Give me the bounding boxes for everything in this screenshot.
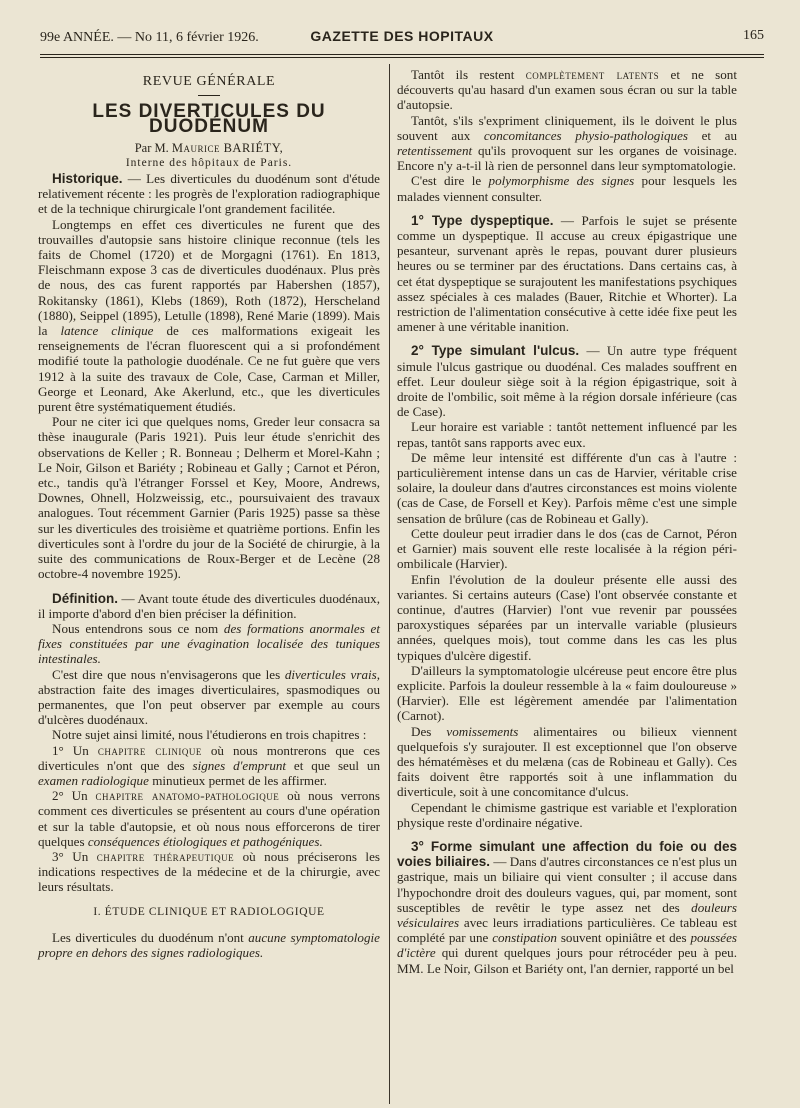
paragraph-tantot-2: Tantôt, s'ils s'expriment cliniquement, ils le doivent le plus souvent aux concomitances physio-pathologiques et au retentissement qu'ils provoquent sur les organes de voisinage. Encore n'y a-t-il là rien de personnel dans leur symptomatologie. — [397, 112, 738, 174]
paragraph-cependant: Cependant le chimisme gastrique est variable et l'exploration physique reste d'ordinaire négative. — [397, 799, 737, 830]
chapter-3: 3° Un chapitre thérapeutique où nous préciserons les indications respectives de la médecine et de la chirurgie, avec leurs résultats. — [38, 848, 380, 895]
author-line: Par M. Maurice BARIÉTY, — [134, 140, 284, 155]
paragraph-cest-dire: C'est dire le polymorphisme des signes pour lesquels les malades viennent consulter. — [397, 173, 737, 204]
paragraph-cest: C'est dire que nous n'envisagerons que les diverticules vrais, abstraction faite des images diverticulaires, spasmodiques ou permanentes, que l'on peut observer par exemple au cours d'ulcères duodénaux. — [38, 666, 380, 728]
paragraph-nous: Nous entendrons sous ce nom des formations anormales et fixes constituées par une évagination localisée des tuniques intestinales. — [38, 620, 380, 667]
right-column — [397, 67, 737, 976]
chapter-1: 1° Un chapitre clinique où nous montrerons que ces diverticules n'ont que des signes d'emprunt et que seul un examen radiologique minutieux permet de les affirmer. — [38, 742, 380, 788]
historique-heading: Historique. — [52, 171, 123, 187]
rubric-rule — [198, 95, 220, 96]
historique-paragraph: Historique. — Les diverticules du duodénum sont d'étude relativement récente : les progrès de l'exploration radiographique et de la technique chirurgicale l'ont grandement facilitée. — [38, 171, 380, 217]
paragraph-longtemps: Longtemps en effet ces diverticules ne furent que des trouvailles d'autopsie sans histoire clinique reconnue (tels les faits de Chomel (1720) et de Morgagni (1761). En 1813, Fleischmann expose 3 cas de diverticules duodénaux. Plus près de nous, des cas furent rapportés par Habershen (1857), Rokitansky (1861), Klebs (1869), Roth (1872), Herscheland (1880), Seippel (1895), Letulle (1898), René Marie (1899). Mais la latence clinique de ces malformations exigeait les renseignements de l'écran fluorescent qui a si profondément modifié toute la pathologie duodénale. Ce ne fut guère que vers 1912 à la suite des travaux de Cole, Case, Carman et Miller, George et Leonard, Ake Akerlund, etc., que les diverticules purent être systématiquement étudiés. — [38, 216, 380, 415]
issue-info: 99e ANNÉE. — No 11, 6 février 1926. — [40, 30, 259, 45]
author-name: Maurice BARIÉTY, — [171, 140, 284, 155]
definition-paragraph: Définition. — Avant toute étude des diverticules duodénaux, il importe d'abord d'en bien préciser la définition. — [38, 590, 380, 621]
type-dyspeptique: 1° Type dyspeptique. — Parfois le sujet se présente comme un dyspeptique. Il accuse au creux épigastrique une pesanteur, survenant après le repas, pouvant durer plusieurs heures ou se terminer par des éructations. Dans certains cas, à cet état dyspeptique se surajoutent les manifestations psychiques assez spéciales à ces malades (Bauer, Ritchie et Whorter). La restriction de l'alimentation consécutive à cette idée fixe peut les amener à une véritable inanition. — [397, 212, 737, 335]
type-2-heading: 2° Type simulant l'ulcus. — [411, 343, 580, 359]
page-number: 165 — [743, 28, 764, 43]
left-column — [38, 70, 380, 960]
author-role: Interne des hôpitaux de Paris. — [125, 156, 293, 169]
paragraph-pour: Pour ne citer ici que quelques noms, Greder leur consacra sa thèse inaugurale (Paris 1921). Puis leur étude s'enrichit des observations de Keller ; R. Bonneau ; Delherm et Morel-Kahn ; Le Noir, Gilson et Bariéty ; Robineau et Gally ; Carnot et Péron, etc., tandis qu'à l'étranger Forssel et Key, Moore, Andrews, Downes, Ohnell, Holzweissig, etc., poursuivaient des travaux analogues. Tout récemment Garnier (Paris 1925) passe sa thèse sur les diverticules des troisième et quatrième portions. Enfin les diverticules sont à l'ordre du jour de la Société de chirurgie, à la suite des communications de Roux-Berger et de Lecène (28 octobre-4 novembre 1925). — [38, 414, 380, 582]
type-foie: 3° Forme simulant une affection du foie ou des voies biliaires. — Dans d'autres circonstances ce n'est plus un gastrique, mais un biliaire qui vient consulter ; il accuse dans l'hypochondre droit des douleurs vagues, qui, par moment, sont susceptibles de revêtir le type assez net des douleurs vésiculaires avec leurs irradiations particulières. Ce tableau est complété par une constipation souvent opiniâtre et des poussées d'ictère qui durent quelques jours pour rétrocéder peu à peu. MM. Le Noir, Gilson et Bariéty ont, l'an dernier, rapporté un bel — [397, 838, 737, 976]
column-divider — [389, 64, 390, 1104]
article-title: LES DIVERTICULES DU DUODÉNUM — [92, 101, 326, 138]
paragraph-des: Des vomissements alimentaires ou bilieux viennent quelquefois s'y surajouter. Il est exceptionnel que l'on observe des hématémèses et du melæna (cas de Robineau et Gally). Ces faits doivent être rapportés soit à une inflammation du diverticule, soit à une concomitance d'ulcus. — [397, 723, 737, 800]
header-rule-double — [40, 57, 764, 58]
type-1-heading: 1° Type dyspeptique. — [411, 212, 554, 228]
section-heading-i: I. ÉTUDE CLINIQUE ET RADIOLOGIQUE — [93, 905, 325, 918]
paragraph-notre: Notre sujet ainsi limité, nous l'étudierons en trois chapitres : — [52, 727, 367, 743]
paragraph-dailleurs: D'ailleurs la symptomatologie ulcéreuse peut encore être plus explicite. Parfois la douleur ressemble à la « faim douloureuse » (Harvier). Elle est légèrement amendée par l'alimentation (Carnot). — [397, 662, 737, 724]
paragraph-de-meme: De même leur intensité est différente d'un cas à l'autre : particulièrement intense dans un cas de Harvier, véritable crise solaire, la douleur dans d'autres circonstances est moins violente (cas de Case, de Forsell et Key). Parfois même c'est une simple sensation de brûlure (cas de Robineau et Gally). — [397, 449, 737, 526]
paragraph-cette: Cette douleur peut irradier dans le dos (cas de Carnot, Péron et Garnier) mais souvent elle reste localisée à la région péri-ombilicale (Harvier). — [397, 525, 737, 572]
type-ulcus: 2° Type simulant l'ulcus. — Un autre type fréquent simule l'ulcus gastrique ou duodénal. Ces malades souffrent en effet. Leur douleur siège soit à la région épigastrique, soit à droite de l'ombilic, soit même à la région dorsale inférieure (cas de Case). — [397, 343, 737, 420]
type-3-heading: 3° Forme simulant une affection du foie ou des voies biliaires. — [397, 838, 737, 870]
paragraph-les: Les diverticules du duodénum n'ont aucune symptomatologie propre en dehors des signes radiologiques. — [38, 929, 380, 960]
definition-heading: Définition. — [52, 590, 118, 606]
page-header — [40, 26, 764, 48]
paragraph-tantot-1: Tantôt ils restent complètement latents et ne sont découverts qu'au hasard d'un examen sous écran ou sur la table d'autopsie. — [397, 67, 737, 113]
paragraph-enfin: Enfin l'évolution de la douleur présente elle aussi des variantes. Si certains auteurs (Case) l'ont observée constante et continue, d'autres (Harvier) l'ont vue revenir par poussées paroxystiques séparées par un intervalle variable (plusieurs années, quelques mois), tout comme dans les cas les plus typiques d'ulcère digestif. — [397, 571, 737, 663]
header-rule — [40, 54, 764, 55]
chapter-2: 2° Un chapitre anatomo-pathologique où nous verrons comment ces diverticules se présentent au cours d'une opération et sur la table d'autopsie, et où nous nous efforcerons de tirer quelques conséquences étiologiques et pathogéniques. — [38, 788, 380, 849]
journal-title: GAZETTE DES HOPITAUX — [310, 28, 494, 44]
paragraph-leur: Leur horaire est variable : tantôt nettement influencé par les repas, tantôt sans rapports avec eux. — [397, 419, 737, 450]
rubric: REVUE GÉNÉRALE — [142, 74, 276, 89]
